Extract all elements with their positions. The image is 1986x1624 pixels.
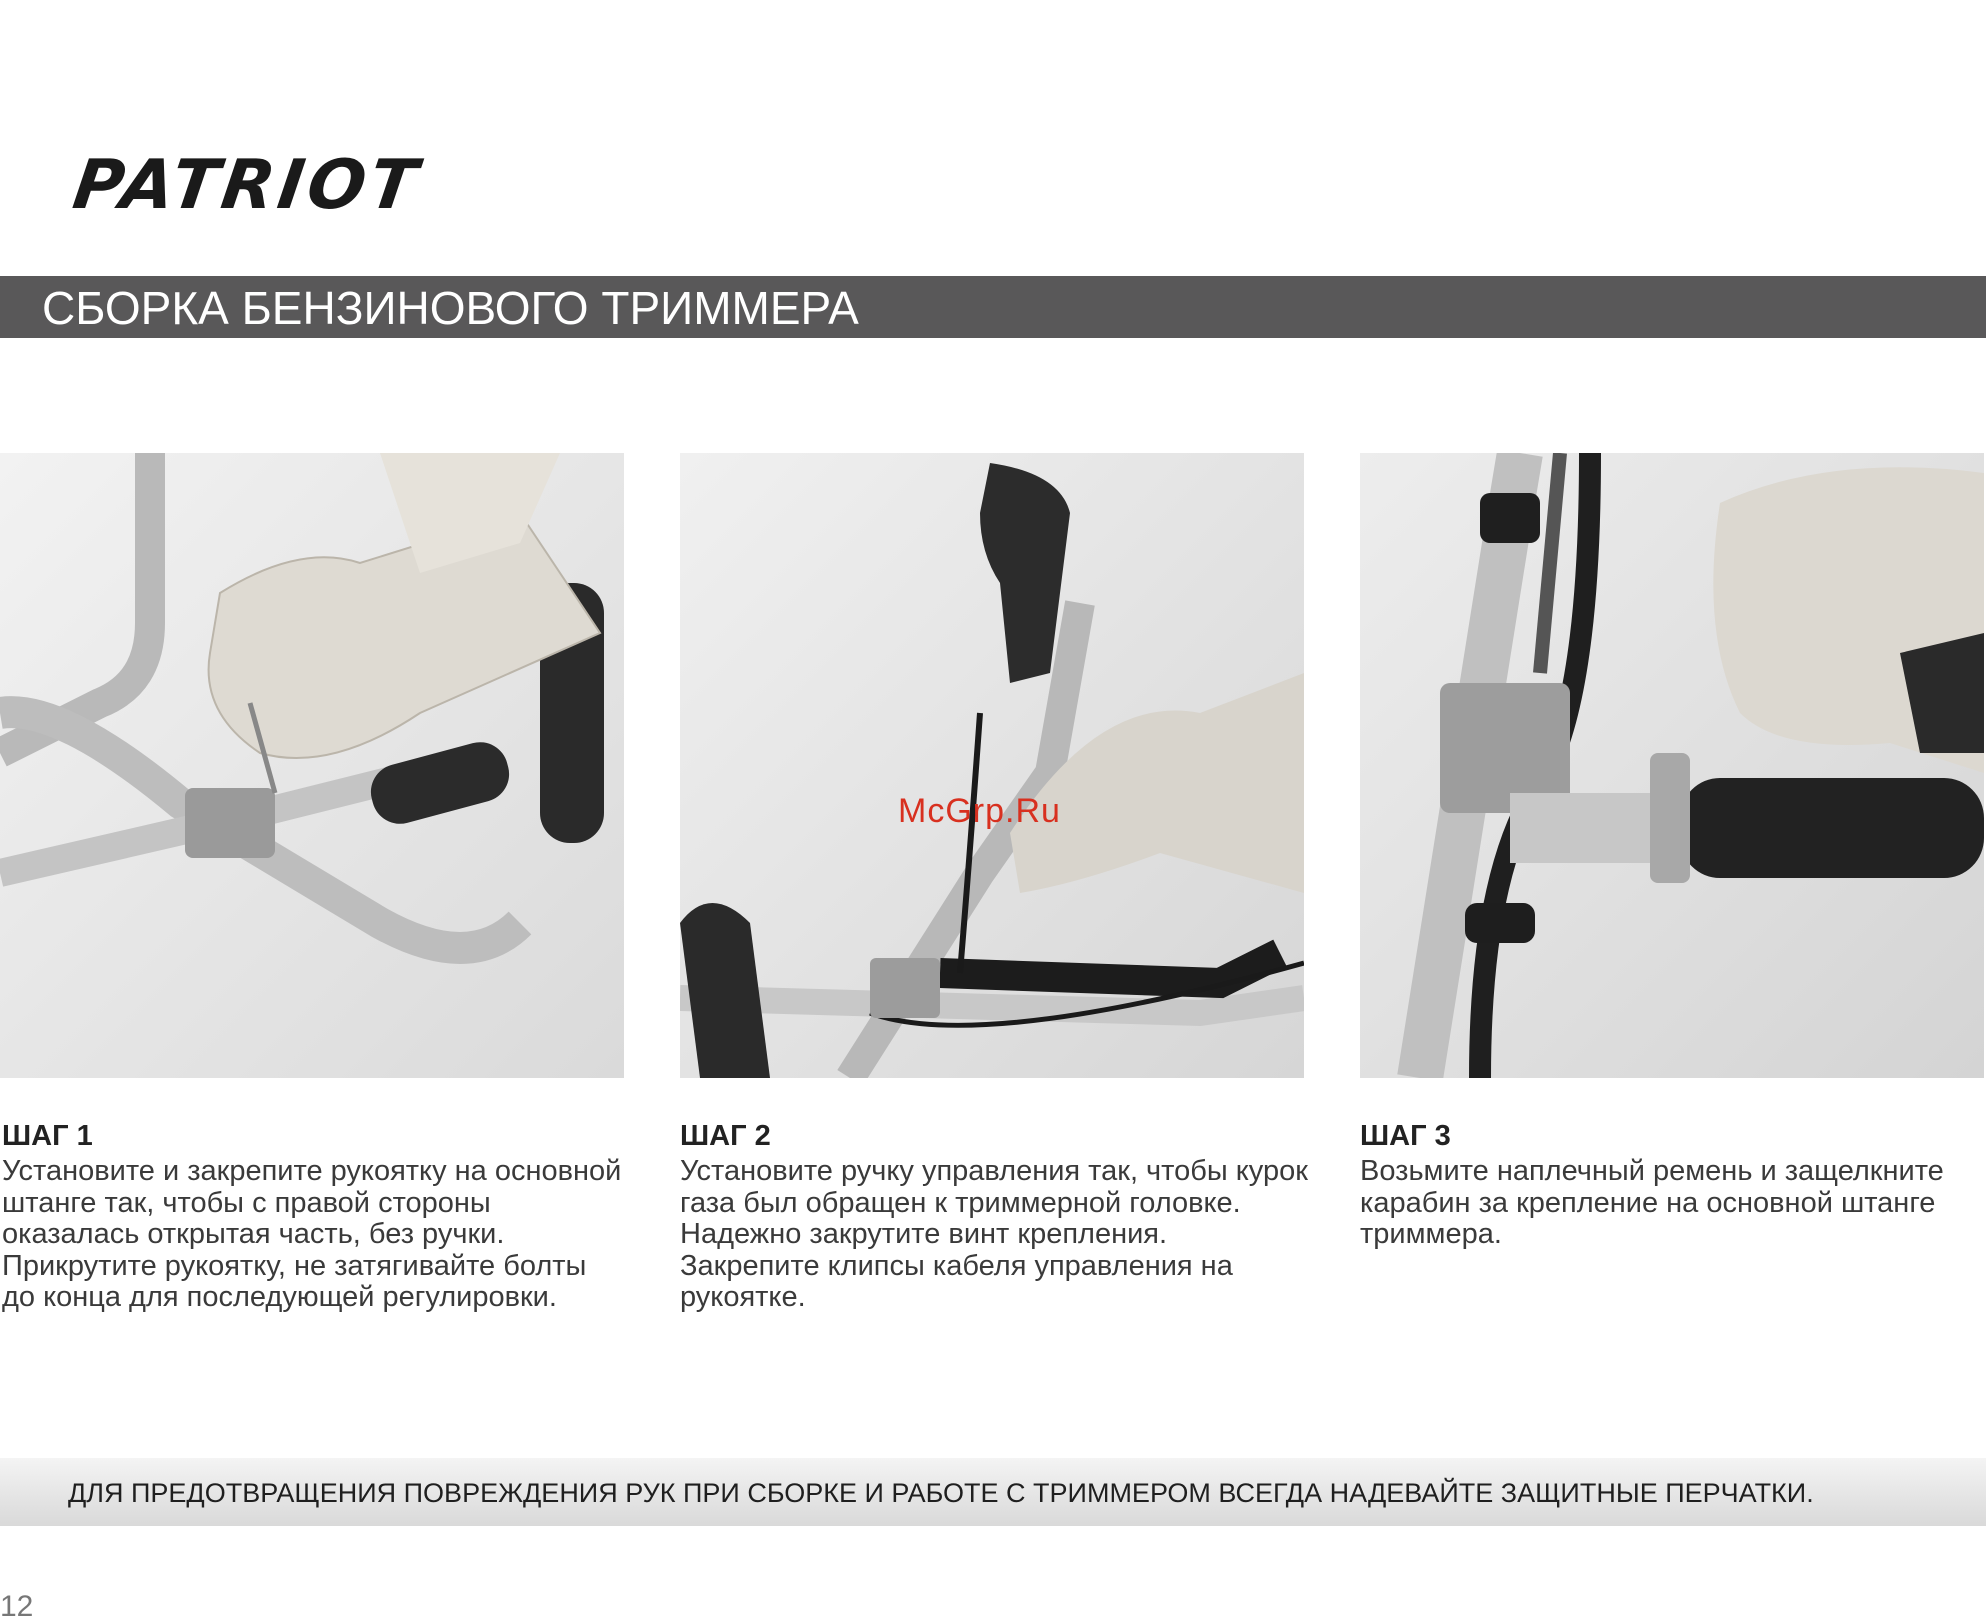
step-3-text: Возьмите наплечный ремень и защелкните карабин за крепление на основной штанге триммера. [1360,1155,1944,1250]
step-1-title: ШАГ 1 [2,1120,93,1152]
patriot-logo [68,146,484,225]
step-3-photo [1360,453,1984,1078]
page-number: 12 [0,1590,34,1623]
logo-wordmark: PATRIOT [68,146,426,225]
step-3-title: ШАГ 3 [1360,1120,1451,1152]
warning-bar [0,1458,1986,1526]
step-1-text: Установите и закрепите рукоятку на основной штанге так, чтобы с правой стороны оказалась открытая часть, без ручки. Прикрутите рукоятку, не затягивайте болты до конца для последующей регулировки. [2,1155,622,1313]
step-1 [2,1118,622,1314]
watermark: McGrp.Ru [898,792,1061,830]
step-1-photo [0,453,624,1078]
step-2-photo [680,453,1304,1078]
safety-warning: ДЛЯ ПРЕДОТВРАЩЕНИЯ ПОВРЕЖДЕНИЯ РУК ПРИ СБОРКЕ И РАБОТЕ С ТРИММЕРОМ ВСЕГДА НАДЕВАЙТЕ ЗАЩИТНЫЕ ПЕРЧАТКИ. [68,1478,1814,1508]
section-title-bar [0,276,1986,338]
page-title: СБОРКА БЕНЗИНОВОГО ТРИММЕРА [42,282,859,334]
step-2-text: Установите ручку управления так, чтобы курок газа был обращен к триммерной головке. Надежно закрутите винт крепления. Закрепите клипсы кабеля управления на рукоятке. [680,1155,1308,1313]
step-3 [1360,1118,1970,1251]
step-2 [680,1118,1310,1314]
step-2-title: ШАГ 2 [680,1120,771,1152]
